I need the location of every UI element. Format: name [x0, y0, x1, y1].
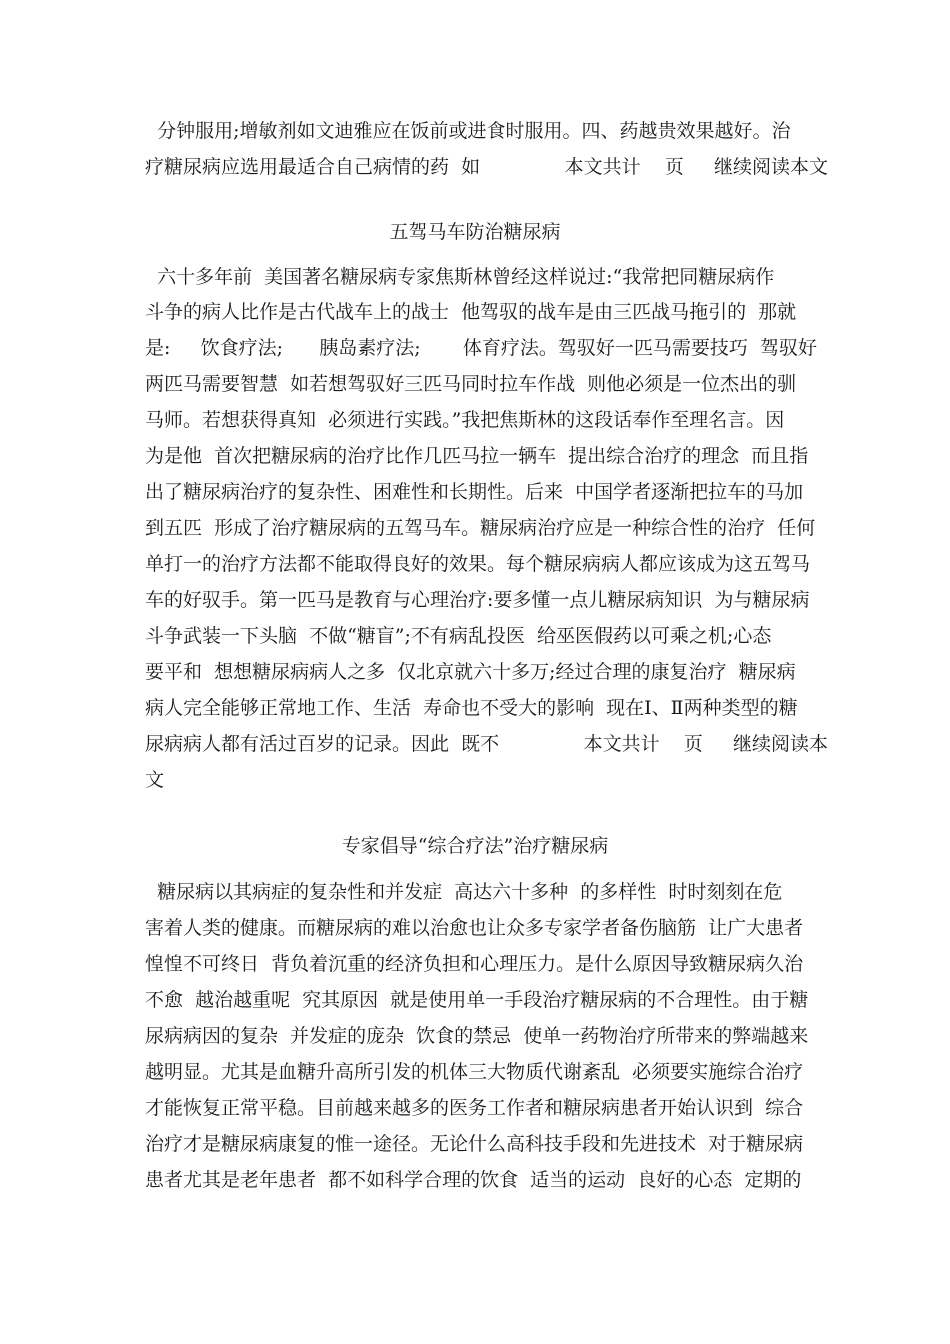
paragraph-line: 马师。若想获得真知 必须进行实践。”我把焦斯林的这段话奉作至理名言。因 [145, 409, 785, 431]
paragraph-line: 糖尿病以其病症的复杂性和并发症 高达六十多种 的多样性 时时刻刻在危 [145, 881, 783, 903]
paragraph-line: 才能恢复正常平稳。目前越来越多的医务工作者和糖尿病患者开始认识到 综合 [145, 1097, 804, 1119]
paragraph-line: 出了糖尿病治疗的复杂性、困难性和长期性。后来 中国学者逐渐把拉车的马加 [145, 481, 804, 503]
paragraph-line: 惶惶不可终日 背负着沉重的经济负担和心理压力。是什么原因导致糖尿病久治 [145, 953, 804, 975]
paragraph-line: 尿病病人都有活过百岁的记录。因此 既不 本文共计 页 继续阅读本 [145, 733, 828, 755]
paragraph-line: 车的好驭手。第一匹马是教育与心理治疗:要多懂一点儿糖尿病知识 为与糖尿病 [145, 589, 810, 611]
paragraph-line: 治疗才是糖尿病康复的惟一途径。无论什么高科技手段和先进技术 对于糖尿病 [145, 1133, 804, 1155]
paragraph-line: 害着人类的健康。而糖尿病的难以治愈也让众多专家学者备伤脑筋 让广大患者 [145, 917, 804, 939]
paragraph-line: 疗糖尿病应选用最适合自己病情的药 如 本文共计 页 继续阅读本文 [145, 156, 828, 178]
paragraph-line: 越明显。尤其是血糖升高所引发的机体三大物质代谢紊乱 必须要实施综合治疗 [145, 1061, 804, 1083]
paragraph-line: 不愈 越治越重呢 究其原因 就是使用单一手段治疗糖尿病的不合理性。由于糖 [145, 989, 809, 1011]
paragraph-line: 患者尤其是老年患者 都不如科学合理的饮食 适当的运动 良好的心态 定期的 [145, 1169, 802, 1191]
section-title: 专家倡导“综合疗法”治疗糖尿病 [341, 835, 609, 857]
paragraph-line: 两匹马需要智慧 如若想驾驭好三匹马同时拉车作战 则他必须是一位杰出的驯 [145, 373, 797, 395]
paragraph-line: 要平和 想想糖尿病病人之多 仅北京就六十多万;经过合理的康复治疗 糖尿病 [145, 661, 796, 683]
paragraph-line: 是: 饮食疗法; 胰岛素疗法; 体育疗法。驾驭好一匹马需要技巧 驾驭好 [145, 337, 817, 359]
paragraph-line: 为是他 首次把糖尿病的治疗比作几匹马拉一辆车 提出综合治疗的理念 而且指 [145, 445, 809, 467]
paragraph-line: 斗争的病人比作是古代战车上的战士 他驾驭的战车是由三匹战马拖引的 那就 [145, 301, 797, 323]
paragraph-line: 病人完全能够正常地工作、生活 寿命也不受大的影响 现在Ⅰ、Ⅱ两种类型的糖 [145, 697, 798, 719]
section-title: 五驾马车防治糖尿病 [389, 221, 561, 243]
paragraph-line: 单打一的治疗方法都不能取得良好的效果。每个糖尿病病人都应该成为这五驾马 [145, 553, 811, 575]
paragraph-line: 文 [145, 769, 165, 791]
paragraph-line: 六十多年前 美国著名糖尿病专家焦斯林曾经这样说过:“我常把同糖尿病作 [145, 266, 775, 288]
paragraph-line: 分钟服用;增敏剂如文迪雅应在饭前或进食时服用。四、药越贵效果越好。治 [145, 120, 791, 142]
paragraph-line: 斗争武装一下头脑 不做“糖盲”;不有病乱投医 给巫医假药以可乘之机;心态 [145, 625, 772, 647]
paragraph-line: 尿病病因的复杂 并发症的庞杂 饮食的禁忌 使单一药物治疗所带来的弊端越来 [145, 1025, 809, 1047]
paragraph-line: 到五匹 形成了治疗糖尿病的五驾马车。糖尿病治疗应是一种综合性的治疗 任何 [145, 517, 816, 539]
